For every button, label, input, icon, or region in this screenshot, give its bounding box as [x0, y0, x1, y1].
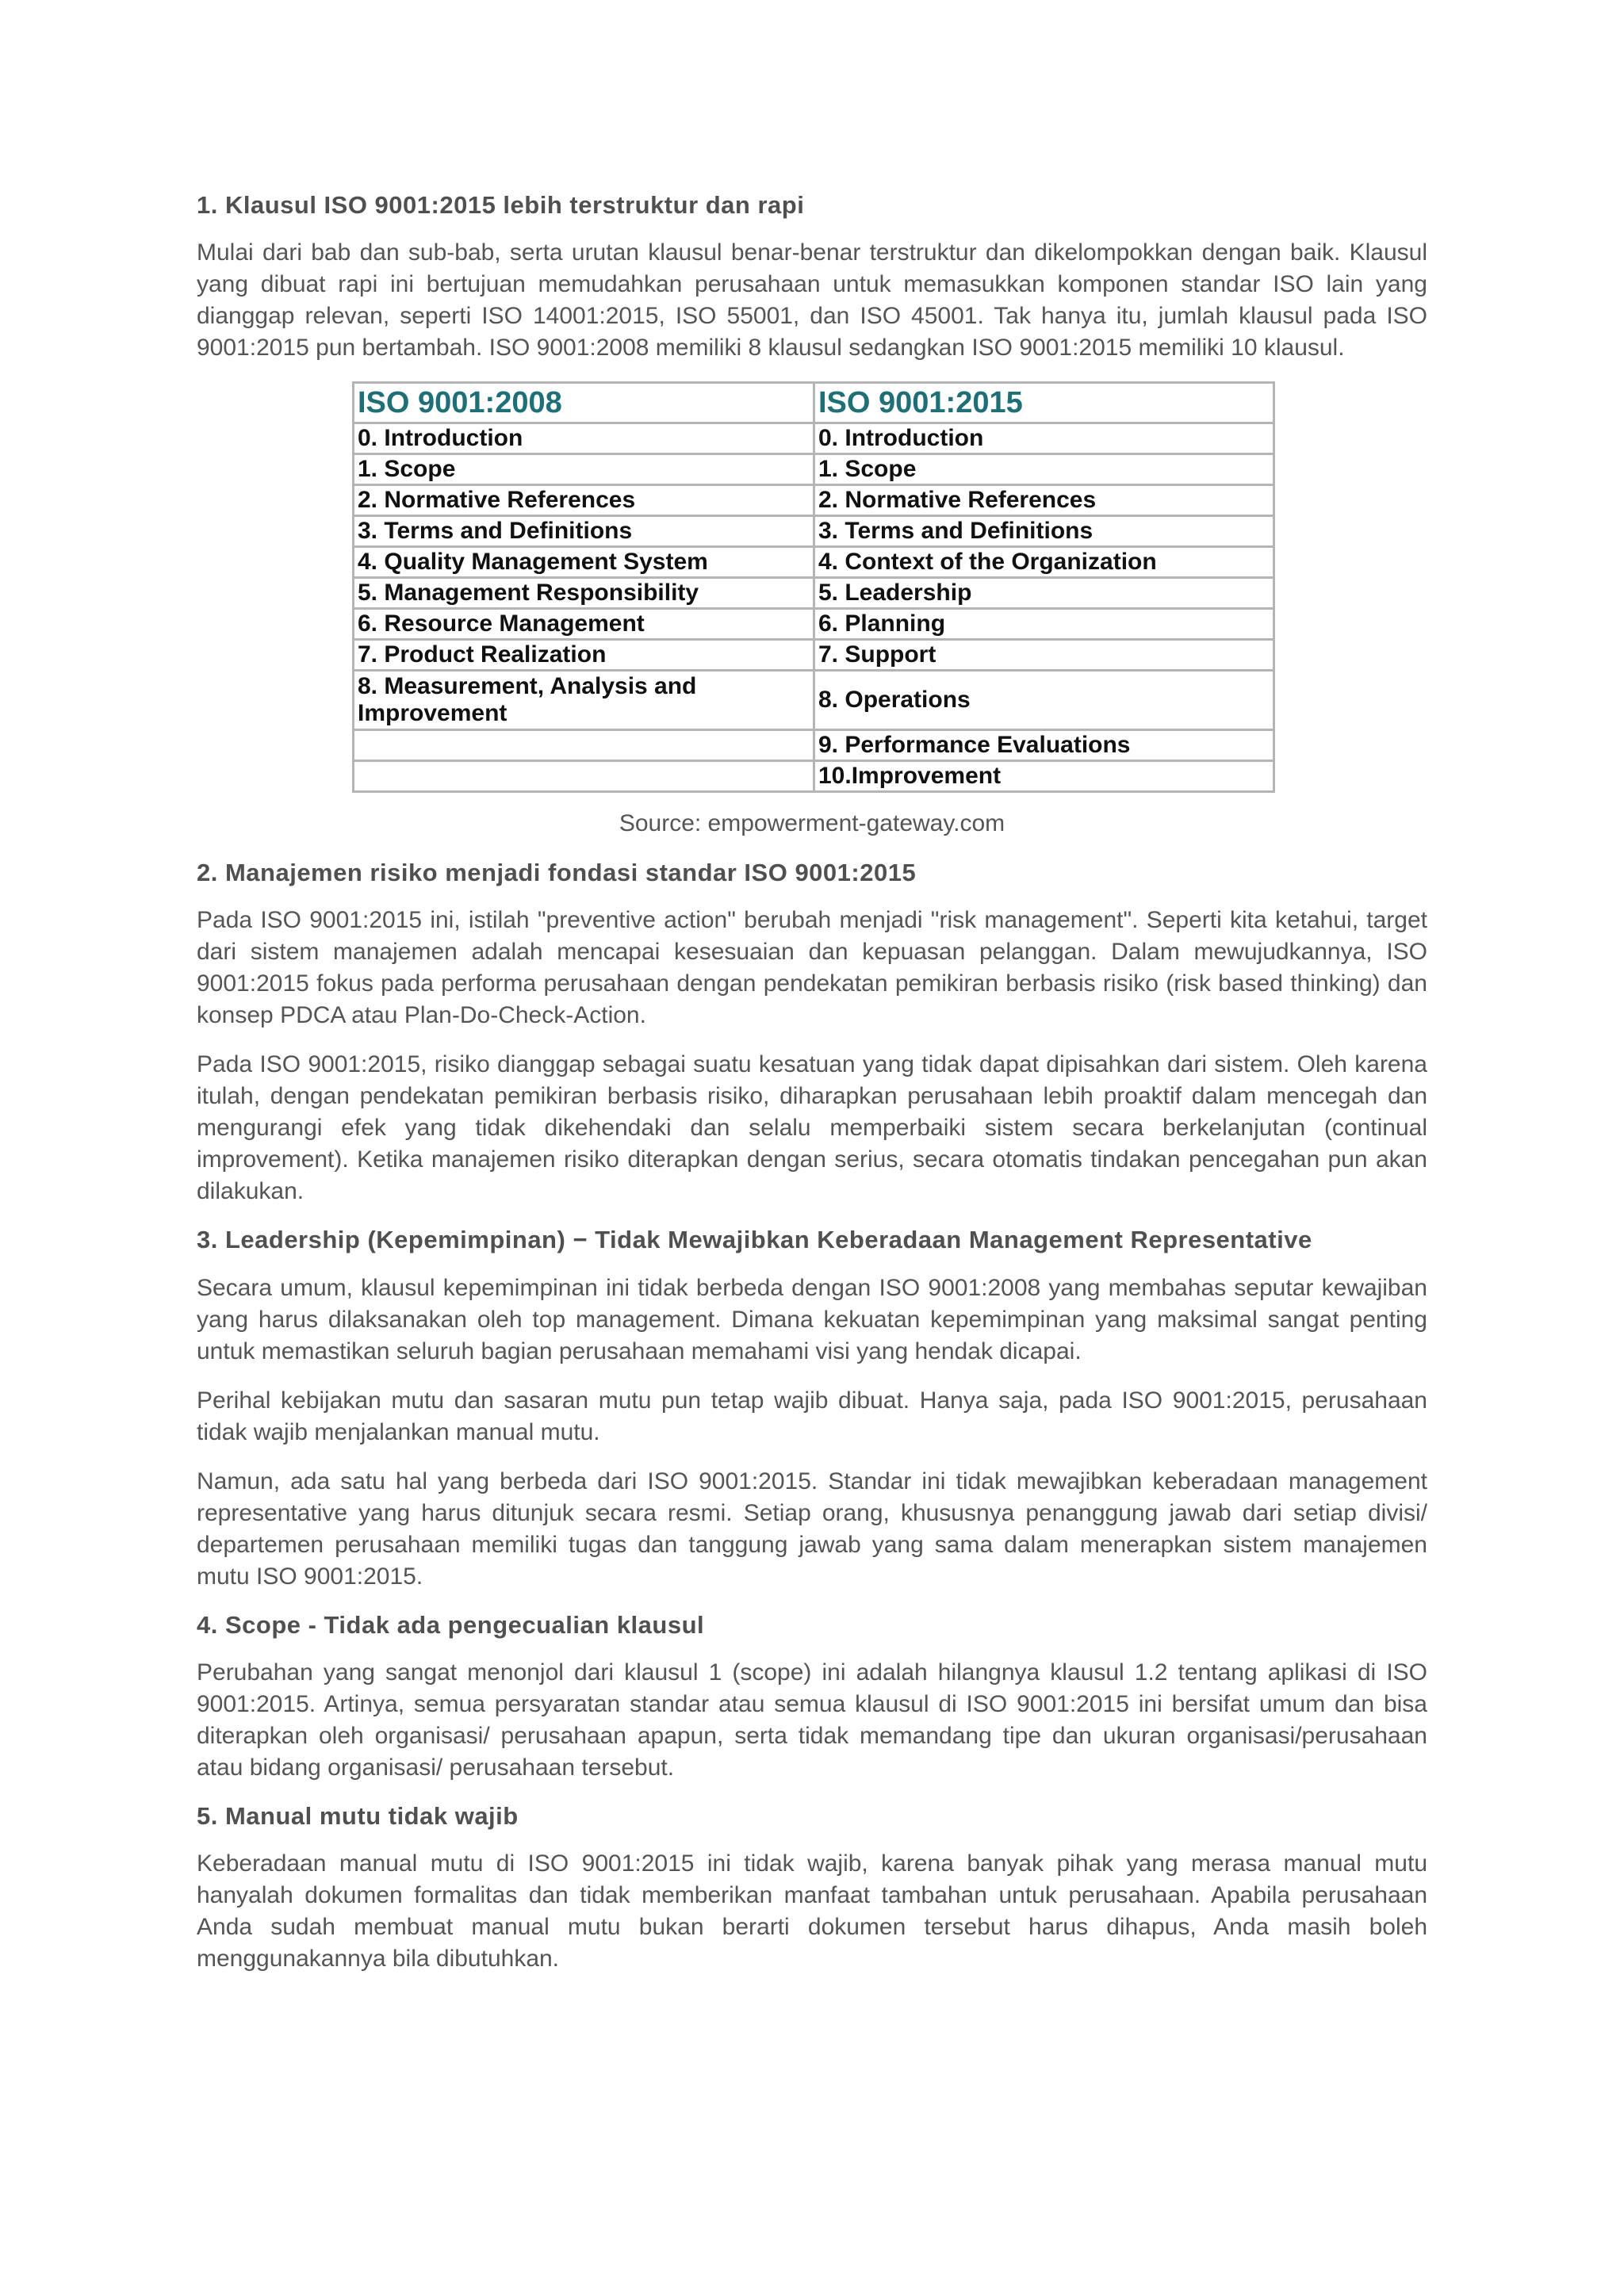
section-5-heading: 5. Manual mutu tidak wajib: [197, 1801, 519, 1830]
table-cell: [354, 761, 814, 792]
section-2-paragraph-1: Pada ISO 9001:2015 ini, istilah "preventive action" berubah menjadi "risk management". Seperti kita ketahui, target dari sistem manajemen adalah mencapai kesesuaian dan kepuasan pelanggan. Dalam mewujudkannya, ISO 9001:2015 fokus pada performa perusahaan dengan pendekatan pemikiran berbasis risiko (risk based thinking) dan konsep PDCA atau Plan-Do-Check-Action.: [197, 907, 1427, 1029]
section-4-paragraph-1: Perubahan yang sangat menonjol dari klausul 1 (scope) ini adalah hilangnya klausul 1.2 tentang aplikasi di ISO 9001:2015. Artinya, semua persyaratan standar atau semua klausul di ISO 9001:2015 ini bersifat umum dan bisa diterapkan oleh organisasi/ perusahaan apapun, serta tidak memandang tipe dan ukuran organisasi/perusahaan atau bidang organisasi/ perusahaan tersebut.: [197, 1659, 1427, 1781]
table-row: [354, 547, 1274, 578]
table-cell: 3. Terms and Definitions: [814, 516, 1274, 547]
table-cell: 2. Normative References: [814, 485, 1274, 516]
table-cell: 5. Management Responsibility: [354, 578, 814, 609]
table-cell: 3. Terms and Definitions: [354, 516, 814, 547]
table-cell: 0. Introduction: [814, 423, 1274, 454]
table-cell: 7. Product Realization: [354, 640, 814, 671]
section-5-paragraph-1: Keberadaan manual mutu di ISO 9001:2015 ini tidak wajib, karena banyak pihak yang merasa manual mutu hanyalah dokumen formalitas dan tidak memberikan manfaat tambahan untuk perusahaan. Apabila perusahaan Anda sudah membuat manual mutu bukan berarti dokumen tersebut harus dihapus, Anda masih boleh menggunakannya bila dibutuhkan.: [197, 1850, 1427, 1972]
section-3-paragraph-2: Perihal kebijakan mutu dan sasaran mutu pun tetap wajib dibuat. Hanya saja, pada ISO 9001:2015, perusahaan tidak wajib menjalankan manual mutu.: [197, 1387, 1427, 1445]
section-3-paragraph-3: Namun, ada satu hal yang berbeda dari ISO 9001:2015. Standar ini tidak mewajibkan keberadaan management representative yang harus ditunjuk secara resmi. Setiap orang, khususnya penanggung jawab dari setiap divisi/ departemen perusahaan memiliki tugas dan tanggung jawab yang sama dalam menerapkan sistem manajemen mutu ISO 9001:2015.: [197, 1468, 1427, 1590]
table-cell: 4. Context of the Organization: [814, 547, 1274, 578]
section-3-paragraph-1: Secara umum, klausul kepemimpinan ini tidak berbeda dengan ISO 9001:2008 yang membahas seputar kewajiban yang harus dilaksanakan oleh top management. Dimana kekuatan kepemimpinan yang maksimal sangat penting untuk memastikan seluruh bagian perusahaan memahami visi yang hendak dicapai.: [197, 1274, 1427, 1364]
table-row: [354, 730, 1274, 761]
table-row: [354, 609, 1274, 640]
section-1-paragraph-1: Mulai dari bab dan sub-bab, serta urutan klausul benar-benar terstruktur dan dikelompokkan dengan baik. Klausul yang dibuat rapi ini bertujuan memudahkan perusahaan untuk memasukkan komponen standar ISO lain yang dianggap relevan, seperti ISO 14001:2015, ISO 55001, dan ISO 45001. Tak hanya itu, jumlah klausul pada ISO 9001:2015 pun bertambah. ISO 9001:2008 memiliki 8 klausul sedangkan ISO 9001:2015 memiliki 10 klausul.: [197, 239, 1427, 362]
table-cell: 1. Scope: [354, 454, 814, 485]
table-row: [354, 516, 1274, 547]
comparison-table-wrapper: [352, 381, 1275, 793]
table-cell: 0. Introduction: [354, 423, 814, 454]
table-cell: 6. Planning: [814, 609, 1274, 640]
table-cell: 4. Quality Management System: [354, 547, 814, 578]
table-row: [354, 423, 1274, 454]
section-2-paragraph-2: Pada ISO 9001:2015, risiko dianggap sebagai suatu kesatuan yang tidak dapat dipisahkan dari sistem. Oleh karena itulah, dengan pendekatan pemikiran berbasis risiko, diharapkan perusahaan lebih proaktif dalam mencegah dan mengurangi efek yang tidak dikehendaki dan selalu memperbaiki sistem secara berkelanjutan (continual improvement). Ketika manajemen risiko diterapkan dengan serius, secara otomatis tindakan pencegahan pun akan dilakukan.: [197, 1051, 1427, 1205]
table-row: [354, 761, 1274, 792]
section-4-heading: 4. Scope - Tidak ada pengecualian klausul: [197, 1610, 705, 1639]
section-2-heading: 2. Manajemen risiko menjadi fondasi standar ISO 9001:2015: [197, 859, 917, 887]
section-3-heading: 3. Leadership (Kepemimpinan) − Tidak Mewajibkan Keberadaan Management Representative: [197, 1226, 1312, 1254]
table-cell: 10.Improvement: [814, 761, 1274, 792]
table-cell: [354, 730, 814, 761]
table-source-caption: Source: empowerment-gateway.com: [619, 810, 1005, 837]
table-row: [354, 485, 1274, 516]
table-header-2015: ISO 9001:2015: [814, 383, 1274, 423]
document-page: [197, 190, 1427, 1992]
table-row: [354, 578, 1274, 609]
table-cell: 5. Leadership: [814, 578, 1274, 609]
table-header-row: [354, 383, 1274, 423]
table-row: [354, 454, 1274, 485]
table-row: [354, 640, 1274, 671]
table-cell: 7. Support: [814, 640, 1274, 671]
table-cell: 8. Measurement, Analysis and Improvement: [354, 671, 814, 730]
iso-comparison-table: [352, 381, 1275, 793]
table-cell: 2. Normative References: [354, 485, 814, 516]
section-1-heading: 1. Klausul ISO 9001:2015 lebih terstruktur dan rapi: [197, 191, 805, 219]
table-cell: 9. Performance Evaluations: [814, 730, 1274, 761]
table-header-2008: ISO 9001:2008: [354, 383, 814, 423]
table-cell: 8. Operations: [814, 671, 1274, 730]
table-row: [354, 671, 1274, 730]
table-cell: 6. Resource Management: [354, 609, 814, 640]
table-cell: 1. Scope: [814, 454, 1274, 485]
